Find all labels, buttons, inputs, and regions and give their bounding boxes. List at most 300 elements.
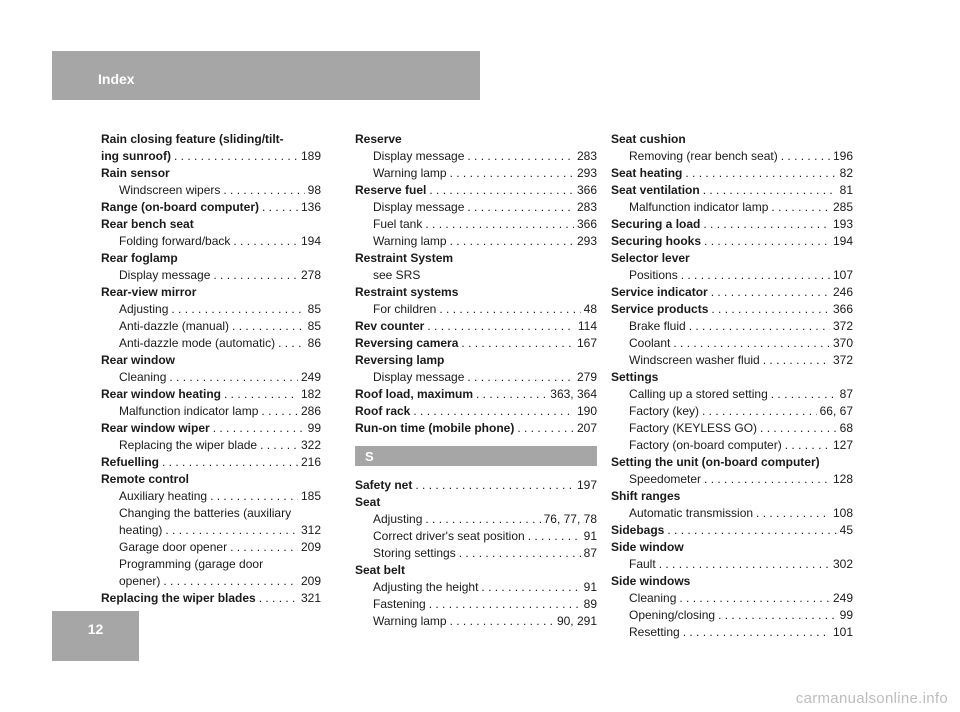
entry-label: Garage door opener [119,540,228,554]
entry-page-ref[interactable]: 68 [839,421,853,435]
index-entry [355,335,597,352]
index-subentry [101,437,321,454]
dot-leader [703,182,837,199]
entry-label: Warning lamp [373,166,447,180]
index-entry [355,403,597,420]
entry-label: Securing hooks [611,234,702,248]
index-subentry [355,165,597,182]
entry-label: Safety net [355,478,413,492]
entry-label: Remote control [101,472,190,486]
entry-label: Windscreen wipers [119,183,221,197]
dot-leader [165,522,298,539]
entry-label: Brake fluid [629,319,686,333]
entry-page-ref[interactable]: 85 [307,302,321,316]
entry-page-ref[interactable]: 82 [839,166,853,180]
index-entry [101,454,321,471]
index-subentry [611,386,853,403]
index-subentry [611,420,853,437]
dot-leader [771,199,830,216]
index-entry [611,488,853,505]
entry-label: Resetting [629,625,680,639]
index-entry [101,284,321,301]
entry-label: Rear window wiper [101,421,210,435]
entry-label: Auxiliary heating [119,489,208,503]
entry-page-ref[interactable]: 189 [300,149,321,163]
entry-label: Cleaning [119,370,167,384]
dot-leader [681,267,830,284]
entry-page-ref[interactable]: 279 [576,370,597,384]
entry-page-ref[interactable]: 194 [832,234,853,248]
index-subentry [355,369,597,386]
dot-leader [223,182,304,199]
index-subentry [101,335,321,352]
index-subentry [101,556,321,573]
entry-page-ref[interactable]: 283 [576,149,597,163]
entry-label: Rear bench seat [101,217,194,231]
index-subentry [101,369,321,386]
entry-label: Adjusting the height [373,580,479,594]
dot-leader [673,335,830,352]
dot-leader [413,403,574,420]
entry-page-ref[interactable]: 366 [576,183,597,197]
entry-label: Calling up a stored setting [629,387,768,401]
index-subentry [355,545,597,562]
entry-page-ref[interactable]: 190 [576,404,597,418]
index-entry [101,352,321,369]
dot-leader [704,471,830,488]
index-entry [355,494,597,511]
dot-leader [763,352,830,369]
entry-label: Storing settings [373,546,456,560]
dot-leader [711,284,830,301]
index-subentry [611,352,853,369]
index-entry [611,539,853,556]
index-subentry [355,199,597,216]
index-entry [611,165,853,182]
entry-page-ref[interactable]: 363, 364 [550,387,597,401]
entry-page-ref[interactable]: 66, 67 [819,404,853,418]
index-entry [611,522,853,539]
entry-label: Display message [119,268,211,282]
entry-page-ref[interactable]: 185 [300,489,321,503]
entry-page-ref[interactable]: 370 [832,336,853,350]
index-entry [355,284,597,301]
index-entry [355,318,597,335]
entry-page-ref[interactable]: 90, 291 [556,614,597,628]
entry-page-ref[interactable]: 249 [300,370,321,384]
entry-label: Factory (key) [629,404,700,418]
entry-label: Replacing the wiper blades [101,591,256,605]
dot-leader [262,199,298,216]
dot-leader [679,590,830,607]
entry-label: Roof load, maximum [355,387,474,401]
index-subentry [355,511,597,528]
entry-label: Reserve [355,132,402,146]
entry-label: Coolant [629,336,671,350]
page-number-band [52,611,139,661]
dot-leader [233,233,298,250]
entry-page-ref[interactable]: 76, 77, 78 [543,512,597,526]
dot-leader [259,590,298,607]
entry-page-ref[interactable]: 209 [300,540,321,554]
entry-page-ref[interactable]: 91 [583,529,597,543]
entry-page-ref[interactable]: 197 [576,478,597,492]
dot-leader [781,148,830,165]
entry-page-ref[interactable]: 293 [576,166,597,180]
index-subentry [611,318,853,335]
dot-leader [213,420,305,437]
index-subentry [611,403,853,420]
entry-label: Reversing camera [355,336,459,350]
index-entry [355,131,597,148]
dot-leader [760,420,837,437]
entry-page-ref[interactable]: 372 [832,319,853,333]
dot-leader [162,454,298,471]
index-subentry [355,267,597,284]
dot-leader [704,233,830,250]
entry-label: Rain sensor [101,166,170,180]
entry-label: Rear window heating [101,387,222,401]
dot-leader [450,233,574,250]
entry-page-ref[interactable]: 167 [576,336,597,350]
index-subentry [101,403,321,420]
entry-label: Adjusting [373,512,423,526]
index-subentry [355,528,597,545]
dot-leader [461,335,574,352]
dot-leader [450,165,574,182]
dot-leader [415,477,574,494]
entry-label: Removing (rear bench seat) [629,149,778,163]
index-entry [101,420,321,437]
entry-page-ref[interactable]: 366 [832,302,853,316]
index-entry [101,165,321,182]
index-entry [355,250,597,267]
entry-label: ing sunroof) [101,149,171,163]
entry-page-ref[interactable]: 182 [300,387,321,401]
dot-leader [528,528,581,545]
entry-label: Reserve fuel [355,183,427,197]
dot-leader [667,522,836,539]
entry-page-ref[interactable]: 293 [576,234,597,248]
index-subentry [101,233,321,250]
header-band [52,51,480,100]
entry-label: Changing the batteries (auxiliary [119,506,292,520]
dot-leader [771,386,837,403]
dot-leader [261,403,298,420]
section-header [355,446,597,466]
dot-leader [467,369,574,386]
dot-leader [439,301,580,318]
index-entry [611,454,853,471]
entry-label: For children [373,302,437,316]
dot-leader [711,301,830,318]
entry-label: Automatic transmission [629,506,754,520]
entry-page-ref[interactable]: 99 [307,421,321,435]
entry-label: Programming (garage door [119,557,264,571]
entry-page-ref[interactable]: 127 [832,438,853,452]
entry-label: Correct driver's seat position [373,529,525,543]
entry-label: Warning lamp [373,234,447,248]
entry-page-ref[interactable]: 312 [300,523,321,537]
dot-leader [467,199,574,216]
index-subentry [611,148,853,165]
entry-page-ref[interactable]: 128 [832,472,853,486]
entry-label: Fault [629,557,656,571]
entry-label: Refuelling [101,455,160,469]
entry-label: Seat heating [611,166,683,180]
index-entry [101,216,321,233]
section-letter: S [365,449,374,464]
entry-label: Malfunction indicator lamp [119,404,259,418]
entry-label: Adjusting [119,302,169,316]
dot-leader [785,437,830,454]
entry-page-ref[interactable]: 85 [307,319,321,333]
index-entry [355,386,597,403]
index-entry [611,573,853,590]
entry-label: Reversing lamp [355,353,445,367]
entry-page-ref[interactable]: 99 [839,608,853,622]
entry-page-ref[interactable]: 48 [583,302,597,316]
entry-label: Rain closing feature (sliding/tilt- [101,132,284,146]
index-entry [611,216,853,233]
index-subentry [355,301,597,318]
dot-leader [163,573,298,590]
entry-page-ref[interactable]: 136 [300,200,321,214]
entry-page-ref[interactable]: 89 [583,597,597,611]
entry-page-ref[interactable]: 321 [300,591,321,605]
entry-label: Seat cushion [611,132,686,146]
index-entry [611,233,853,250]
entry-page-ref[interactable]: 45 [839,523,853,537]
entry-label: Malfunction indicator lamp [629,200,769,214]
dot-leader [427,318,575,335]
index-subentry [355,579,597,596]
entry-label: see SRS [373,268,421,282]
entry-label: Service indicator [611,285,708,299]
index-column-2 [355,131,597,630]
entry-page-ref[interactable]: 107 [832,268,853,282]
index-subentry [101,539,321,556]
dot-leader [450,613,554,630]
dot-leader [425,511,540,528]
entry-label: Cleaning [629,591,677,605]
entry-label: Restraint System [355,251,454,265]
dot-leader [429,596,581,613]
dot-leader [174,148,298,165]
index-subentry [611,335,853,352]
index-subentry [611,199,853,216]
index-entry [101,471,321,488]
entry-label: Positions [629,268,678,282]
entry-label: Display message [373,200,465,214]
entry-page-ref[interactable]: 196 [832,149,853,163]
entry-page-ref[interactable]: 278 [300,268,321,282]
entry-page-ref[interactable]: 322 [300,438,321,452]
index-subentry [611,556,853,573]
entry-label: opener) [119,574,161,588]
entry-label: Seat ventilation [611,183,700,197]
entry-page-ref[interactable]: 249 [832,591,853,605]
dot-leader [169,369,298,386]
dot-leader [702,403,817,420]
index-entry [101,199,321,216]
index-subentry [101,267,321,284]
entry-label: Opening/closing [629,608,716,622]
index-subentry [611,437,853,454]
dot-leader [230,539,298,556]
dot-leader [683,624,830,641]
index-entry [611,284,853,301]
dot-leader [425,216,574,233]
index-subentry [611,471,853,488]
index-subentry [611,590,853,607]
index-subentry [355,596,597,613]
entry-label: Side window [611,540,684,554]
entry-page-ref[interactable]: 285 [832,200,853,214]
index-subentry [101,505,321,522]
dot-leader [278,335,305,352]
dot-leader [467,148,574,165]
index-entry [611,250,853,267]
index-entry [355,420,597,437]
entry-label: Warning lamp [373,614,447,628]
entry-page-ref[interactable]: 194 [300,234,321,248]
entry-label: Restraint systems [355,285,459,299]
entry-label: Fastening [373,597,426,611]
index-subentry [101,522,321,539]
entry-page-ref[interactable]: 286 [300,404,321,418]
entry-page-ref[interactable]: 366 [576,217,597,231]
index-entry [355,182,597,199]
dot-leader [689,318,830,335]
entry-label: Speedometer [629,472,702,486]
entry-page-ref[interactable]: 114 [577,319,597,333]
entry-page-ref[interactable]: 91 [583,580,597,594]
entry-label: Factory (KEYLESS GO) [629,421,758,435]
entry-label: Rev counter [355,319,425,333]
dot-leader [213,267,298,284]
entry-label: Factory (on-board computer) [629,438,782,452]
dot-leader [756,505,830,522]
entry-label: Securing a load [611,217,701,231]
index-subentry [611,505,853,522]
index-entry [611,369,853,386]
entry-label: Rear window [101,353,176,367]
index-subentry [355,613,597,630]
entry-page-ref[interactable]: 81 [839,183,853,197]
entry-page-ref[interactable]: 86 [307,336,321,350]
entry-label: Seat belt [355,563,406,577]
entry-page-ref[interactable]: 207 [576,421,597,435]
index-subentry [101,488,321,505]
dot-leader [703,216,830,233]
entry-page-ref[interactable]: 372 [832,353,853,367]
entry-label: Side windows [611,574,691,588]
entry-label: Seat [355,495,381,509]
index-entry [355,352,597,369]
entry-page-ref[interactable]: 283 [576,200,597,214]
entry-label: Service products [611,302,709,316]
index-entry [611,301,853,318]
entry-label: Settings [611,370,659,384]
entry-label: Roof rack [355,404,411,418]
index-subentry [355,216,597,233]
entry-label: Windscreen washer fluid [629,353,760,367]
entry-label: Rear foglamp [101,251,178,265]
entry-label: Run-on time (mobile phone) [355,421,515,435]
index-subentry [611,267,853,284]
dot-leader [232,318,305,335]
entry-label: Fuel tank [373,217,423,231]
entry-label: Sidebags [611,523,665,537]
dot-leader [459,545,581,562]
dot-leader [429,182,574,199]
index-column-1 [101,131,321,607]
entry-label: Shift ranges [611,489,681,503]
index-subentry [101,318,321,335]
index-entry [101,386,321,403]
entry-page-ref[interactable]: 302 [832,557,853,571]
index-subentry [101,182,321,199]
entry-page-ref[interactable]: 108 [832,506,853,520]
index-entry [355,562,597,579]
index-entry [101,131,321,148]
dot-leader [476,386,547,403]
entry-label: Display message [373,149,465,163]
entry-page-ref[interactable]: 209 [300,574,321,588]
entry-label: Rear-view mirror [101,285,197,299]
page-number: 12 [87,621,104,637]
entry-label: Anti-dazzle (manual) [119,319,230,333]
entry-page-ref[interactable]: 246 [832,285,853,299]
dot-leader [517,420,574,437]
entry-page-ref[interactable]: 216 [300,455,321,469]
entry-page-ref[interactable]: 101 [832,625,853,639]
entry-label: heating) [119,523,163,537]
entry-label: Replacing the wiper blade [119,438,258,452]
entry-label: Display message [373,370,465,384]
dot-leader [210,488,298,505]
dot-leader [224,386,298,403]
index-entry [611,131,853,148]
dot-leader [685,165,836,182]
entry-label: Anti-dazzle mode (automatic) [119,336,276,350]
index-column-3 [611,131,853,641]
entry-label: Range (on-board computer) [101,200,259,214]
entry-page-ref[interactable]: 87 [839,387,853,401]
dot-leader [659,556,830,573]
entry-label: Selector lever [611,251,690,265]
entry-page-ref[interactable]: 193 [832,217,853,231]
index-subentry [355,148,597,165]
dot-leader [260,437,298,454]
header-title: Index [98,71,135,87]
index-subentry [611,607,853,624]
index-subentry [355,233,597,250]
index-entry [355,477,597,494]
entry-page-ref[interactable]: 87 [583,546,597,560]
watermark: carmanualsonline.info [795,690,948,707]
dot-leader [171,301,304,318]
index-entry [101,148,321,165]
index-entry [101,250,321,267]
index-entry [101,590,321,607]
dot-leader [718,607,837,624]
index-subentry [611,624,853,641]
dot-leader [481,579,580,596]
entry-page-ref[interactable]: 98 [307,183,321,197]
entry-label: Folding forward/back [119,234,231,248]
